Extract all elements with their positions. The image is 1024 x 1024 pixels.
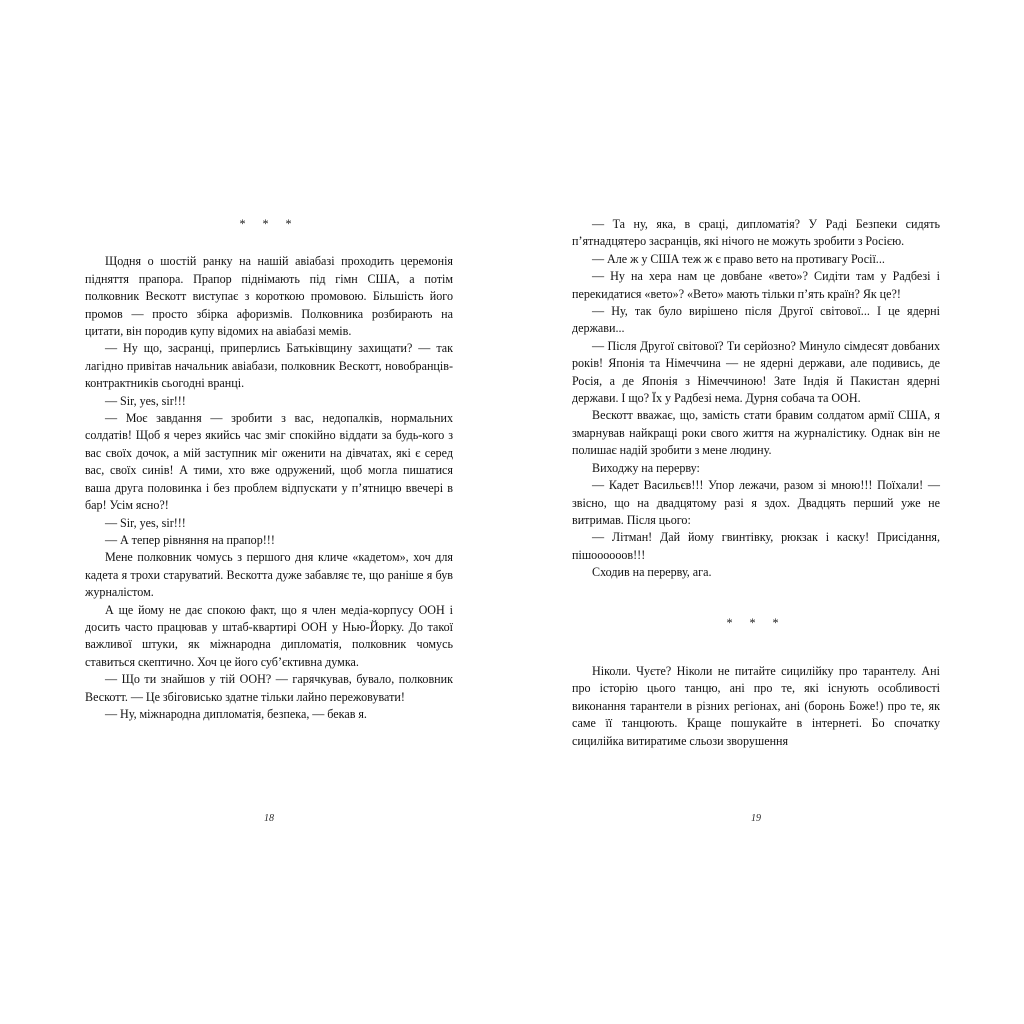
page-right [512,0,1024,1024]
paragraph: — Sir, yes, sir!!! [105,515,186,530]
paragraph: — Ну, так було вирішено після Другої світової... І це ядерні держави... [572,304,940,336]
paragraph: Виходжу на перерву: [592,460,700,475]
paragraph: Щодня о шостій ранку на нашій авіабазі проходить церемонія підняття прапора. Прапор піднімають під гімн США, а потім полковник Вескотт виступає з короткою промовою. Більшість його промов — просто збірка афоризмів. Полковника розбирають на цитати, він породив купу відомих на авіабазі мемів. [85,254,453,339]
page-number-right: 19 [751,813,761,824]
paragraph: — Але ж у США теж ж є право вето на противагу Росії... [592,251,885,266]
right-page-textblock [572,216,940,750]
paragraph: — Кадет Васильєв!!! Упор лежачи, разом зі мною!!! Поїхали! — звісно, що на двадцятому разі я здох. Двадцять перший уже не витримав. Після цього: [572,478,940,527]
paragraph: А ще йому не дає спокою факт, що я член медіа-корпусу ООН і досить часто працював у штаб-квартирі ООН у Нью-Йорку. До такої важливої штуки, як міжнародна дипломатія, полковник чомусь ставиться скептично. Хоч це його суб’єктивна думка. [85,602,453,669]
paragraph: — Ну що, засранці, приперлись Батьківщину захищати? — так лагідно привітав начальник авіабази, полковник Вескотт, новобранців-контрактників сьогодні вранці. [85,341,453,391]
paragraph: — Ну на хера нам це довбане «вето»? Сидіти там у Радбезі і перекидатися «вето»? «Вето» мають тільки п’ять країн? Як це?! [572,269,940,301]
paragraph: — Моє завдання — зробити з вас, недопалків, нормальних солдатів! Щоб я через якийсь час зміг спокійно віддати за будь-кого з вас своїх дочок, а мій заступник міг оженити на дівчатах, які є серед вас, своїх синів! А тими, хто вже одружений, щоб могла пишатися ваша друга половинка і без проблем відпускати у п’ятницю ввечері в бар! Усім ясно?! [85,411,453,513]
section-separator-top: * * * [239,217,299,231]
paragraph: — Ну, міжнародна дипломатія, безпека, — бекав я. [105,706,367,721]
section-separator-mid: * * * [726,615,786,630]
paragraph: Вескотт вважає, що, замість стати бравим солдатом армії США, я змарнував найкращі роки свого життя на журналістику. Однак він не полишає надій зробити з мене людину. [572,408,940,458]
paragraph: — Sir, yes, sir!!! [105,393,186,408]
paragraph: Ніколи. Чуєте? Ніколи не питайте сицилійку про тарантелу. Ані про історію цього танцю, ані про те, які існують особливості виконання тарантели в різних регіонах, ані (боронь Боже!) про те, як саме її танцюють. Краще пошукайте в інтернеті. Бо спочатку сицилійка витиратиме сльози зворушення [572,663,940,748]
paragraph: Мене полковник чомусь з першого дня кличе «кадетом», хоч для кадета я трохи старуватий. Вескотта дуже забавляє те, що раніше я був журналістом. [85,550,453,600]
paragraph: Сходив на перерву, ага. [592,565,712,580]
paragraph: — А тепер рівняння на прапор!!! [105,532,275,547]
left-page-textblock [85,216,453,723]
paragraph: — Та ну, яка, в сраці, дипломатія? У Раді Безпеки сидять п’ятнадцятеро засранців, які нічого не можуть зробити з Росією. [572,217,940,249]
paragraph: — Літман! Дай йому гвинтівку, рюкзак і каску! Присідання, пішоооооов!!! [572,530,940,562]
paragraph: — Що ти знайшов у тій ООН? — гарячкував, бувало, полковник Вескотт. — Це збіговисько здатне тільки лайно пережовувати! [85,672,453,704]
paragraph: — Після Другої світової? Ти серйозно? Минуло сімдесят довбаних років! Японія та Німеччина — не ядерні держави, але подивись, де Росія, а де Японія з Німеччиною! Зате Індія й Пакистан ядерні держави. І що? Їх у Радбезі нема. Дурня собача та ООН. [572,338,940,406]
page-number-left: 18 [264,813,274,824]
